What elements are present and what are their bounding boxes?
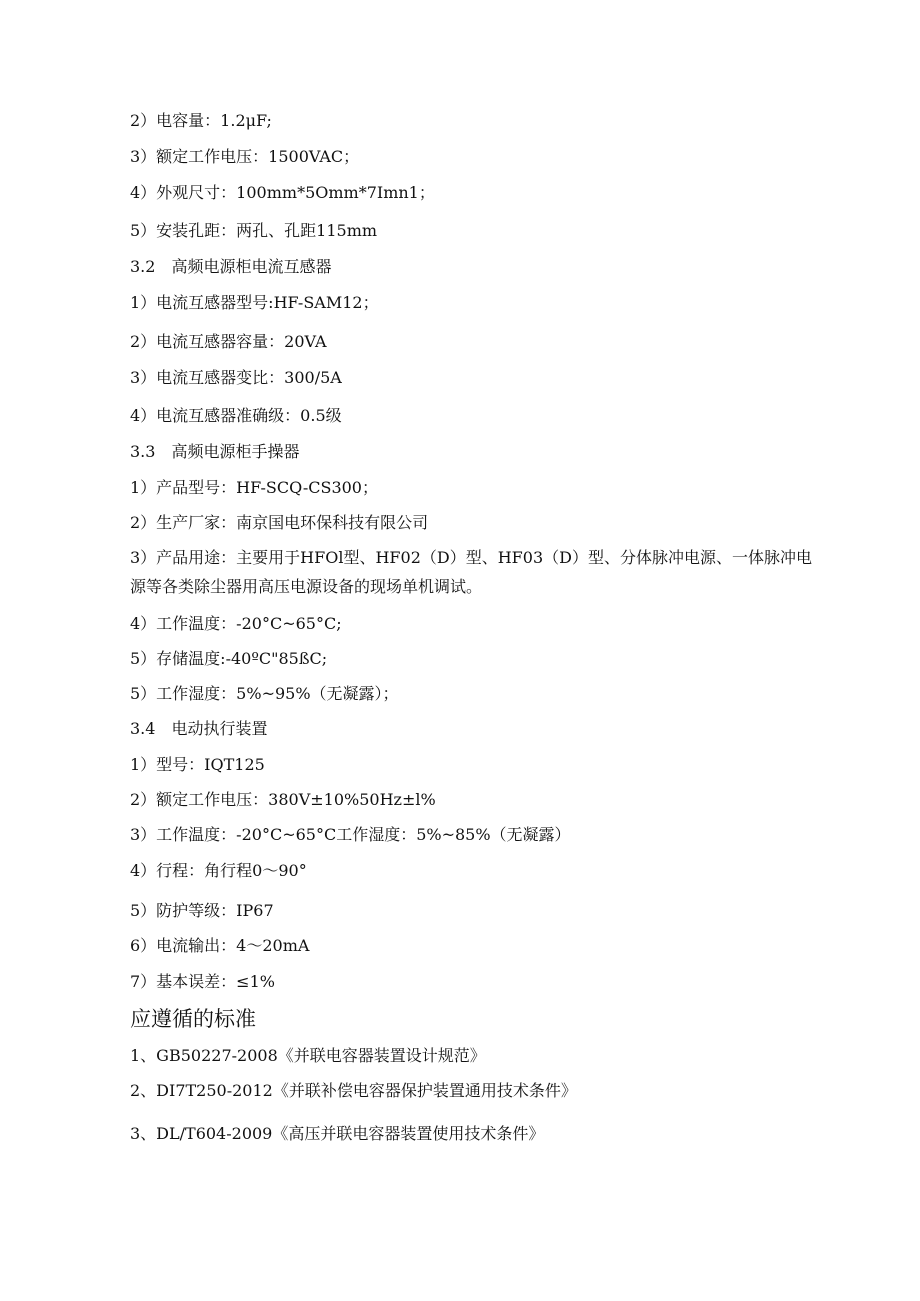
ct-capacity: 2）电流互感器容量：20VA (130, 332, 327, 351)
section-3-3-title: 3.3 高频电源柜手操器 (130, 442, 300, 461)
spec-mounting-holes: 5）安装孔距：两孔、孔距115mm (130, 221, 378, 240)
spec-rated-voltage: 3）额定工作电压：1500VAC； (130, 147, 360, 166)
standard-item: 3、DL/T604-2009《高压并联电容器装置使用技术条件》 (130, 1124, 545, 1143)
hand-unit-model: 1）产品型号：HF-SCQ-CS300； (130, 478, 378, 497)
standards-heading: 应遵循的标准 (130, 1007, 256, 1031)
ct-ratio: 3）电流互感器变比：300/5A (130, 368, 342, 387)
actuator-protection: 5）防护等级：IP67 (130, 901, 274, 920)
hand-unit-operating-temp: 4）工作温度：-20°C~65°C; (130, 614, 342, 633)
actuator-current-output: 6）电流输出：4～20mA (130, 936, 310, 955)
hand-unit-purpose: 3）产品用途：主要用于HFOl型、HF02（D）型、HF03（D）型、分体脉冲电源、一体脉冲电源等各类除尘器用高压电源设备的现场单机调试。 (130, 548, 812, 596)
actuator-basic-error: 7）基本误差：≤1% (130, 972, 275, 991)
spec-dimensions: 4）外观尺寸：100mm*5Omm*7Imn1； (130, 183, 435, 202)
actuator-rated-voltage: 2）额定工作电压：380V±10%50Hz±l% (130, 790, 436, 809)
standard-item: 2、DI7T250-2012《并联补偿电容器保护装置通用技术条件》 (130, 1081, 577, 1100)
section-3-4-title: 3.4 电动执行装置 (130, 719, 268, 738)
hand-unit-storage-temp: 5）存储温度:-40ºC"85ßC; (130, 649, 328, 668)
ct-model: 1）电流互感器型号:HF-SAM12； (130, 293, 379, 312)
actuator-temp-humidity: 3）工作温度：-20°C~65°C工作湿度：5%~85%（无凝露） (130, 825, 571, 844)
actuator-travel: 4）行程：角行程0～90° (130, 861, 307, 880)
hand-unit-manufacturer: 2）生产厂家：南京国电环保科技有限公司 (130, 513, 429, 532)
hand-unit-humidity: 5）工作湿度：5%~95%（无凝露）； (130, 684, 399, 703)
standard-item: 1、GB50227-2008《并联电容器装置设计规范》 (130, 1046, 486, 1065)
spec-capacitance: 2）电容量：1.2μF; (130, 111, 272, 130)
ct-accuracy: 4）电流互感器准确级：0.5级 (130, 406, 342, 425)
actuator-model: 1）型号：IQT125 (130, 755, 265, 774)
section-3-2-title: 3.2 高频电源柜电流互感器 (130, 257, 332, 276)
